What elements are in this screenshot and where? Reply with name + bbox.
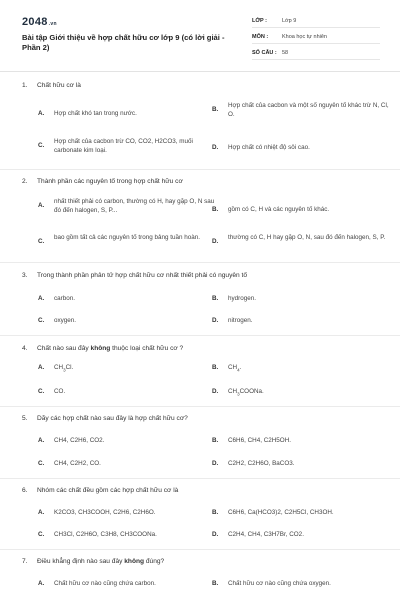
question-text: 4. Chất nào sau đây không thuộc loại chất hữu cơ ?: [22, 345, 184, 352]
divider: [0, 549, 400, 550]
divider: [0, 335, 400, 336]
meta-class: LỚP : Lớp 9: [252, 14, 380, 28]
page-title: Bài tập Giới thiệu về hợp chất hữu cơ lớp 9 (có lời giải - Phần 2): [22, 33, 225, 52]
question-text: 3. Trong thành phần phân tử hợp chất hữu cơ nhất thiết phải có nguyên tố: [22, 272, 248, 279]
question-text: 1. Chất hữu cơ là: [22, 82, 81, 89]
question-text: 6. Nhóm các chất đều gồm các hợp chất hữu cơ là: [22, 487, 179, 494]
divider: [0, 262, 400, 263]
question-text: 5. Dãy các hợp chất nào sau đây là hợp chất hữu cơ?: [22, 415, 188, 422]
meta-subject: MÔN : Khoa học tự nhiên: [252, 30, 380, 44]
question-text: 7. Điều khẳng định nào sau đây không đúng?: [22, 558, 165, 565]
quiz-page: 2048.vn Bài tập Giới thiệu về hợp chất hữu cơ lớp 9 (có lời giải - Phần 2) LỚP : Lớp 9 MÔN : Khoa học tự nhiên SỐ CÂU : 58 1. Chất hữu cơ là A. Hợp chất khó tan trong nước. B. Hợp chất của cacbon và một số nguyên tố khác trừ N, Cl, O. C. Hợp chất của cacbon trừ CO, CO2, H2CO3, muối carbonate kim loại. D. Hợp chất có nhiệt độ sôi cao. 2. Thành phần các nguyên tố trong hợp chất hữu cơ A. nhất thiết phải có carbon, thường có H, hay gặp O, N sau đó đến halogen, S, P... B. gồm có C, H và các nguyên tố khác. C. bao gồm tất cả các nguyên tố trong bảng tuần hoàn. D. thường có C, H hay gặp O, N, sau đó đến halogen, S, P. 3. Trong thành phần phân tử hợp chất hữu cơ nhất thiết phải có nguyên tố A. carbon. B. hydrogen. C. oxygen. D. nitrogen. 4. Chất nào sau đây không thuộc loại chất hữu cơ ? A. $CH_3Cl$. B. $CH_4$. C. CO. D. $CH_3COONa$. 5. Dãy các hợp chất nào sau đây là hợp chất hữu cơ? A. CH4, C2H6, CO2. B. C6H6, CH4, C2H5OH. C. CH4, C2H2, CO. D. C2H2, C2H6O, BaCO3. 6. Nhóm các chất đều gồm các hợp chất hữu cơ là A. K2CO3, CH3COOH, C2H6, C2H6O. B. C6H6, Ca(HCO3)2, C2H5Cl, CH3OH. C. CH3Cl, C2H6O, C3H8, CH3COONa. D. C2H4, CH4, C3H7Br, CO2. 7. Điều khẳng định nào sau đây không đúng? A. Chất hữu cơ nào cũng chứa carbon. B. Chất hữu cơ nào cũng chứa oxygen.: [0, 0, 400, 600]
page-header: [0, 0, 400, 72]
meta-count: SỐ CÂU : 58: [252, 46, 380, 60]
quiz-meta: [252, 14, 380, 62]
divider: [0, 169, 400, 170]
divider: [0, 478, 400, 479]
question-text: 2. Thành phần các nguyên tố trong hợp chất hữu cơ: [22, 178, 183, 185]
site-logo[interactable]: 2048.vn: [22, 16, 57, 28]
divider: [0, 406, 400, 407]
